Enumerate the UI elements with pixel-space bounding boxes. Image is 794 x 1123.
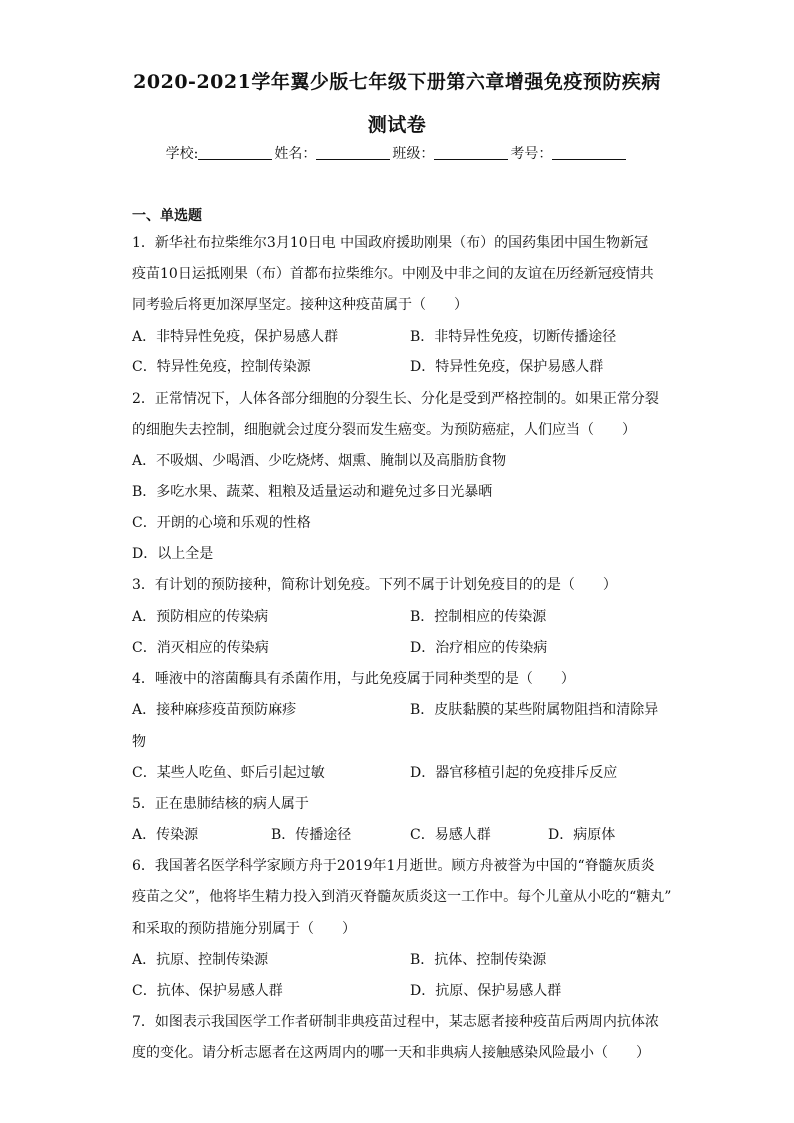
question-6-option-a[interactable]: A．抗原、控制传染源 [132, 952, 269, 968]
question-3-option-d[interactable]: D．治疗相应的传染病 [410, 640, 548, 656]
school-label: 学校: [165, 146, 199, 162]
question-4-option-c[interactable]: C．某些人吃鱼、虾后引起过敏 [132, 765, 325, 781]
question-3-option-a[interactable]: A．预防相应的传染病 [132, 609, 269, 625]
student-info-line [0, 144, 794, 164]
question-4-option-a[interactable]: A．接种麻疹疫苗预防麻疹 [132, 702, 297, 718]
question-5-option-b[interactable]: B．传播途径 [271, 827, 352, 843]
exam-title-line1: 2020-2021学年翼少版七年级下册第六章增强免疫预防疾病 [133, 71, 661, 93]
question-2-option-d[interactable]: D．以上全是 [132, 546, 214, 562]
question-6-line-2: 疫苗之父”，他将毕生精力投入到消灭脊髓灰质炎这一工作中。每个儿童从小吃的“糖丸” [132, 889, 672, 905]
question-5-line-1: 5．正在患肺结核的病人属于 [132, 796, 309, 812]
question-6-option-b[interactable]: B．抗体、控制传染源 [410, 952, 547, 968]
exam-title-line2: 测试卷 [367, 114, 427, 136]
school-field[interactable] [198, 145, 272, 160]
question-4-option-d[interactable]: D．器官移植引起的免疫排斥反应 [410, 765, 618, 781]
question-1-option-a[interactable]: A．非特异性免疫，保护易感人群 [132, 329, 339, 345]
number-label: 考号： [510, 146, 553, 162]
question-7-line-2: 度的变化。请分析志愿者在这两周内的哪一天和非典病人接触感染风险最小（ ） [132, 1045, 650, 1061]
question-2-option-b[interactable]: B．多吃水果、蔬菜、粗粮及适量运动和避免过多日光暴晒 [132, 484, 493, 500]
question-2-option-a[interactable]: A．不吸烟、少喝酒、少吃烧烤、烟熏、腌制以及高脂肪食物 [132, 453, 507, 469]
question-1-option-c[interactable]: C．特异性免疫，控制传染源 [132, 359, 311, 375]
question-3-line-1: 3．有计划的预防接种，简称计划免疫。下列不属于计划免疫目的的是（ ） [132, 577, 617, 593]
question-5-option-a[interactable]: A．传染源 [132, 827, 199, 843]
name-label: 姓名： [274, 146, 317, 162]
question-1-line-2: 疫苗10日运抵刚果（布）首都布拉柴维尔。中刚及中非之间的友谊在历经新冠疫情共 [132, 266, 654, 282]
question-2-line-2: 的细胞失去控制，细胞就会过度分裂而发生癌变。为预防癌症，人们应当（ ） [132, 422, 636, 438]
question-1-line-3: 同考验后将更加深厚坚定。接种这种疫苗属于（ ） [132, 297, 468, 313]
question-6-line-3: 和采取的预防措施分别属于（ ） [132, 921, 356, 937]
name-field[interactable] [316, 145, 390, 160]
question-5-option-c[interactable]: C．易感人群 [410, 827, 491, 843]
question-4-option-b[interactable]: B．皮肤黏膜的某些附属物阻挡和清除异 [410, 702, 659, 718]
number-field[interactable] [552, 145, 626, 160]
question-7-line-1: 7．如图表示我国医学工作者研制非典疫苗过程中，某志愿者接种疫苗后两周内抗体浓 [132, 1014, 659, 1030]
question-1-option-b[interactable]: B．非特异性免疫，切断传播途径 [410, 329, 617, 345]
question-6-option-d[interactable]: D．抗原、保护易感人群 [410, 983, 562, 999]
question-3-option-b[interactable]: B．控制相应的传染源 [410, 609, 547, 625]
question-6-option-c[interactable]: C．抗体、保护易感人群 [132, 983, 283, 999]
question-5-option-d[interactable]: D．病原体 [548, 827, 616, 843]
question-2-line-1: 2．正常情况下，人体各部分细胞的分裂生长、分化是受到严格控制的。如果正常分裂 [132, 391, 659, 407]
class-label: 班级： [392, 146, 435, 162]
section-title: 一、单选题 [132, 208, 202, 224]
question-3-option-c[interactable]: C．消灭相应的传染病 [132, 640, 269, 656]
question-1-option-d[interactable]: D．特异性免疫，保护易感人群 [410, 359, 604, 375]
class-field[interactable] [434, 145, 508, 160]
question-6-line-1: 6．我国著名医学科学家顾方舟于2019年1月逝世。顾方舟被誉为中国的“脊髓灰质炎 [132, 858, 655, 874]
question-4-line-1: 4．唾液中的溶菌酶具有杀菌作用，与此免疫属于同种类型的是（ ） [132, 671, 575, 687]
question-1-line-1: 1．新华社布拉柴维尔3月10日电 中国政府援助刚果（布）的国药集团中国生物新冠 [132, 235, 649, 251]
question-4-option-b-continued: 物 [132, 734, 146, 750]
question-2-option-c[interactable]: C．开朗的心境和乐观的性格 [132, 515, 311, 531]
